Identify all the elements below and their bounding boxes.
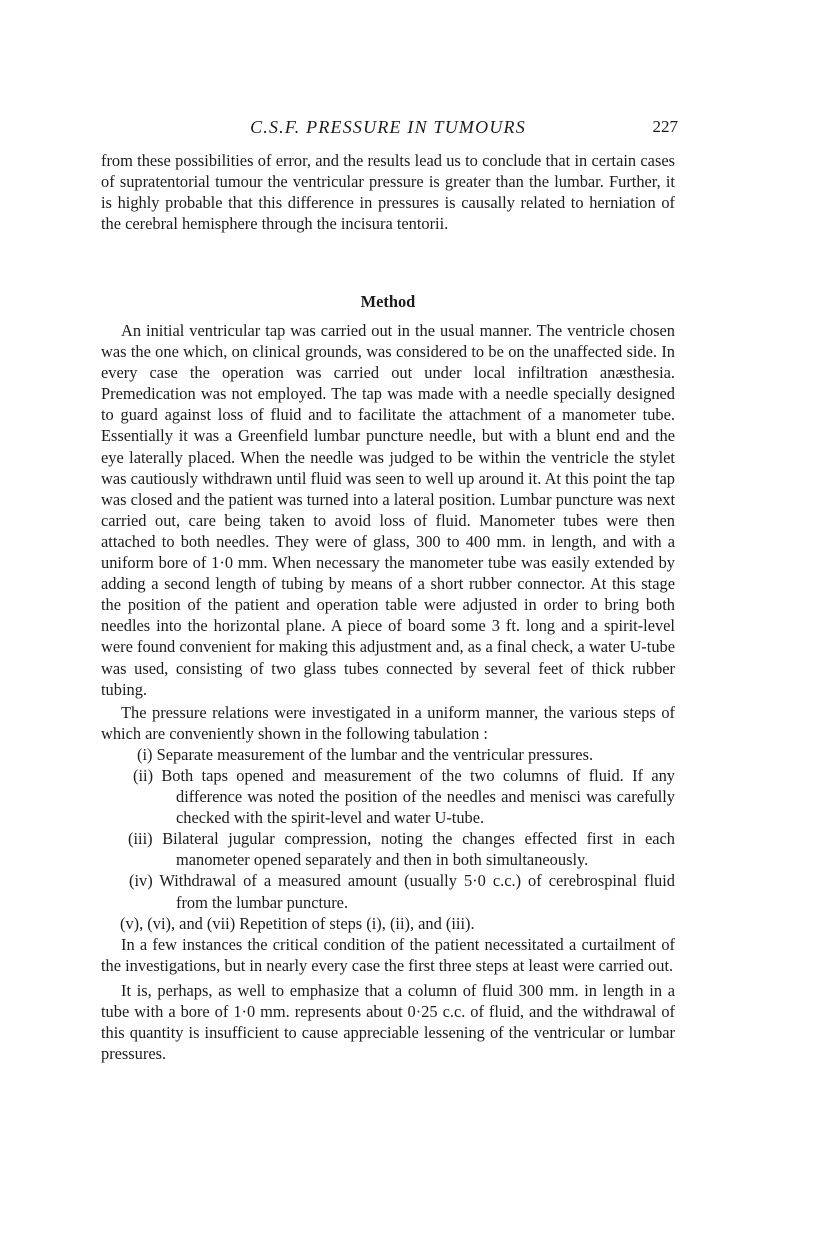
step-text — [133, 765, 675, 828]
step-number: (ii) — [133, 765, 154, 785]
step-number: (v), (vi), and (vii) — [120, 913, 236, 933]
step-text — [137, 744, 675, 765]
step-body: Both taps opened and measurement of the two columns of fluid. If any difference was noted the position of the needles and menisci was carefully checked with the spirit-level and water U-tube. — [161, 765, 675, 828]
running-head — [101, 117, 678, 141]
method-paragraph-3: In a few instances the critical condition of the patient necessitated a curtailment of the investigations, but in nearly every case the first three steps at least were carried out. — [101, 934, 675, 975]
step-text — [128, 828, 675, 870]
step-body: Withdrawal of a measured amount (usually 5·0 c.c.) of cerebrospinal fluid from the lumbar puncture. — [159, 871, 675, 912]
step-item — [101, 765, 675, 828]
step-item — [101, 913, 675, 934]
step-number: (i) — [137, 744, 153, 764]
method-paragraph-2: The pressure relations were investigated in a uniform manner, the various steps of which are conveniently shown in the following tabulation : — [101, 702, 675, 743]
step-text — [129, 870, 675, 912]
method-section — [101, 320, 675, 1064]
intro-section — [101, 150, 675, 234]
step-body: Separate measurement of the lumbar and the ventricular pressures. — [156, 744, 594, 764]
page-number: 227 — [652, 117, 678, 136]
running-title: C.S.F. PRESSURE IN TUMOURS — [250, 117, 526, 137]
method-paragraph-1: An initial ventricular tap was carried out in the usual manner. The ventricle chosen was the one which, on clinical grounds, was considered to be on the unaffected side. In every case the operation was carried out under local infiltration anæsthesia. Premedication was not employed. The tap was made with a needle specially designed to guard against loss of fluid and to facilitate the attachment of a manometer tube. Essentially it was a Greenfield lumbar puncture needle, but with a blunt end and the eye laterally placed. When the needle was judged to be within the ventricle the stylet was cautiously withdrawn until fluid was seen to well up around it. At this point the tap was closed and the patient was turned into a lateral position. Lumbar puncture was next carried out, care being taken to avoid loss of fluid. Manometer tubes were then attached to both needles. They were of glass, 300 to 400 mm. in length, and with a uniform bore of 1·0 mm. When necessary the manometer tube was easily extended by adding a second length of tubing by means of a short rubber connector. At this stage the position of the patient and operation table were adjusted in order to bring both needles into the horizontal plane. A piece of board some 3 ft. long and a spirit-level were found convenient for making this adjustment and, as a final check, a water U-tube was used, consisting of two glass tubes connected by several feet of thick rubber tubing. — [101, 321, 675, 699]
step-text — [120, 913, 675, 934]
method-heading: Method — [360, 292, 416, 311]
step-item — [101, 744, 675, 765]
method-paragraph-4: It is, perhaps, as well to emphasize that a column of fluid 300 mm. in length in a tube with a bore of 1·0 mm. represents about 0·25 c.c. of fluid, and the withdrawal of this quantity is insufficient to cause appreciable lessening of the ventricular or lumbar pressures. — [101, 980, 675, 1064]
step-body: Bilateral jugular compression, noting the changes effected first in each manometer opened separately and then in both simultaneously. — [162, 829, 675, 870]
steps-list — [101, 744, 675, 934]
step-body: Repetition of steps (i), (ii), and (iii). — [239, 913, 475, 933]
step-number: (iii) — [128, 829, 153, 849]
step-item — [101, 870, 675, 912]
step-number: (iv) — [129, 871, 153, 891]
intro-paragraph: from these possibilities of error, and the results lead us to conclude that in certain cases of supratentorial tumour the ventricular pressure is greater than the lumbar. Further, it is highly probable that this difference in pressures is causally related to herniation of the cerebral hemisphere through the incisura tentorii. — [101, 151, 675, 234]
step-item — [101, 828, 675, 870]
